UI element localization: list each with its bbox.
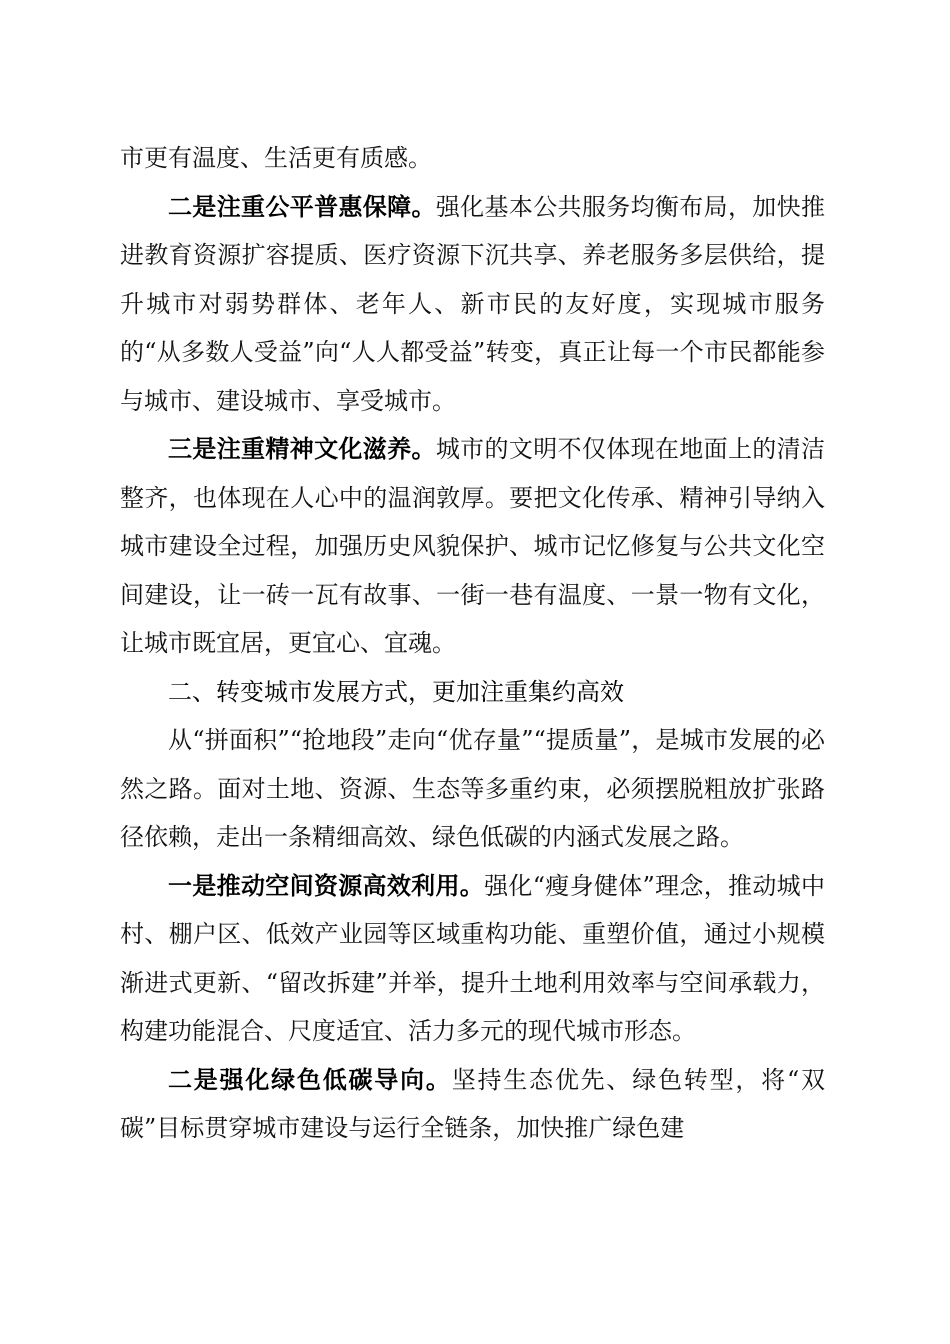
paragraph-continuation [120,134,825,183]
paragraph-green-low-carbon [120,1056,825,1153]
paragraph-lead: 二是强化绿色低碳导向。 [168,1065,452,1094]
paragraph-text: 强化基本公共服务均衡布局，加快推进教育资源扩容提质、医疗资源下沉共享、养老服务多层供给，提升城市对弱势群体、老年人、新市民的友好度，实现城市服务的“从多数人受益”向“人人都受益”转变，真正让每一个市民都能参与城市、建设城市、享受城市。 [120,192,826,415]
paragraph-text: 坚持生态优先、绿色转型，将“双碳”目标贯穿城市建设与运行全链条，加快推广绿色建 [120,1065,825,1142]
document-body [120,134,825,1153]
paragraph-text: 强化“瘦身健体”理念，推动城中村、棚户区、低效产业园等区域重构功能、重塑价值，通过小规模渐进式更新、“留改拆建”并举，提升土地利用效率与空间承载力，构建功能混合、尺度适宜、活力多元的现代城市形态。 [120,871,825,1045]
paragraph-fair-public-services [120,183,825,426]
section-heading: 二、转变城市发展方式，更加注重集约高效 [168,677,624,706]
paragraph-lead: 二是注重公平普惠保障。 [168,192,436,221]
paragraph-space-utilization [120,862,825,1056]
paragraph-lead: 三是注重精神文化滋养。 [168,435,436,463]
paragraph-lead: 一是推动空间资源高效利用。 [168,871,485,900]
paragraph-cultural-nourishment [120,425,825,668]
paragraph-text: 城市的文明不仅体现在地面上的清洁整齐，也体现在人心中的温润敦厚。要把文化传承、精神引导纳入城市建设全过程，加强历史风貌保护、城市记忆修复与公共文化空间建设，让一砖一瓦有故事、一街一巷有温度、一景一物有文化，让城市既宜居，更宜心、宜魂。 [120,435,826,657]
paragraph-text: 从“拼面积”“抢地段”走向“优存量”“提质量”，是城市发展的必然之路。面对土地、资源、生态等多重约束，必须摆脱粗放扩张路径依赖，走出一条精细高效、绿色低碳的内涵式发展之路。 [120,726,825,851]
paragraph-development-path [120,716,825,862]
paragraph-text: 市更有温度、生活更有质感。 [120,144,432,172]
